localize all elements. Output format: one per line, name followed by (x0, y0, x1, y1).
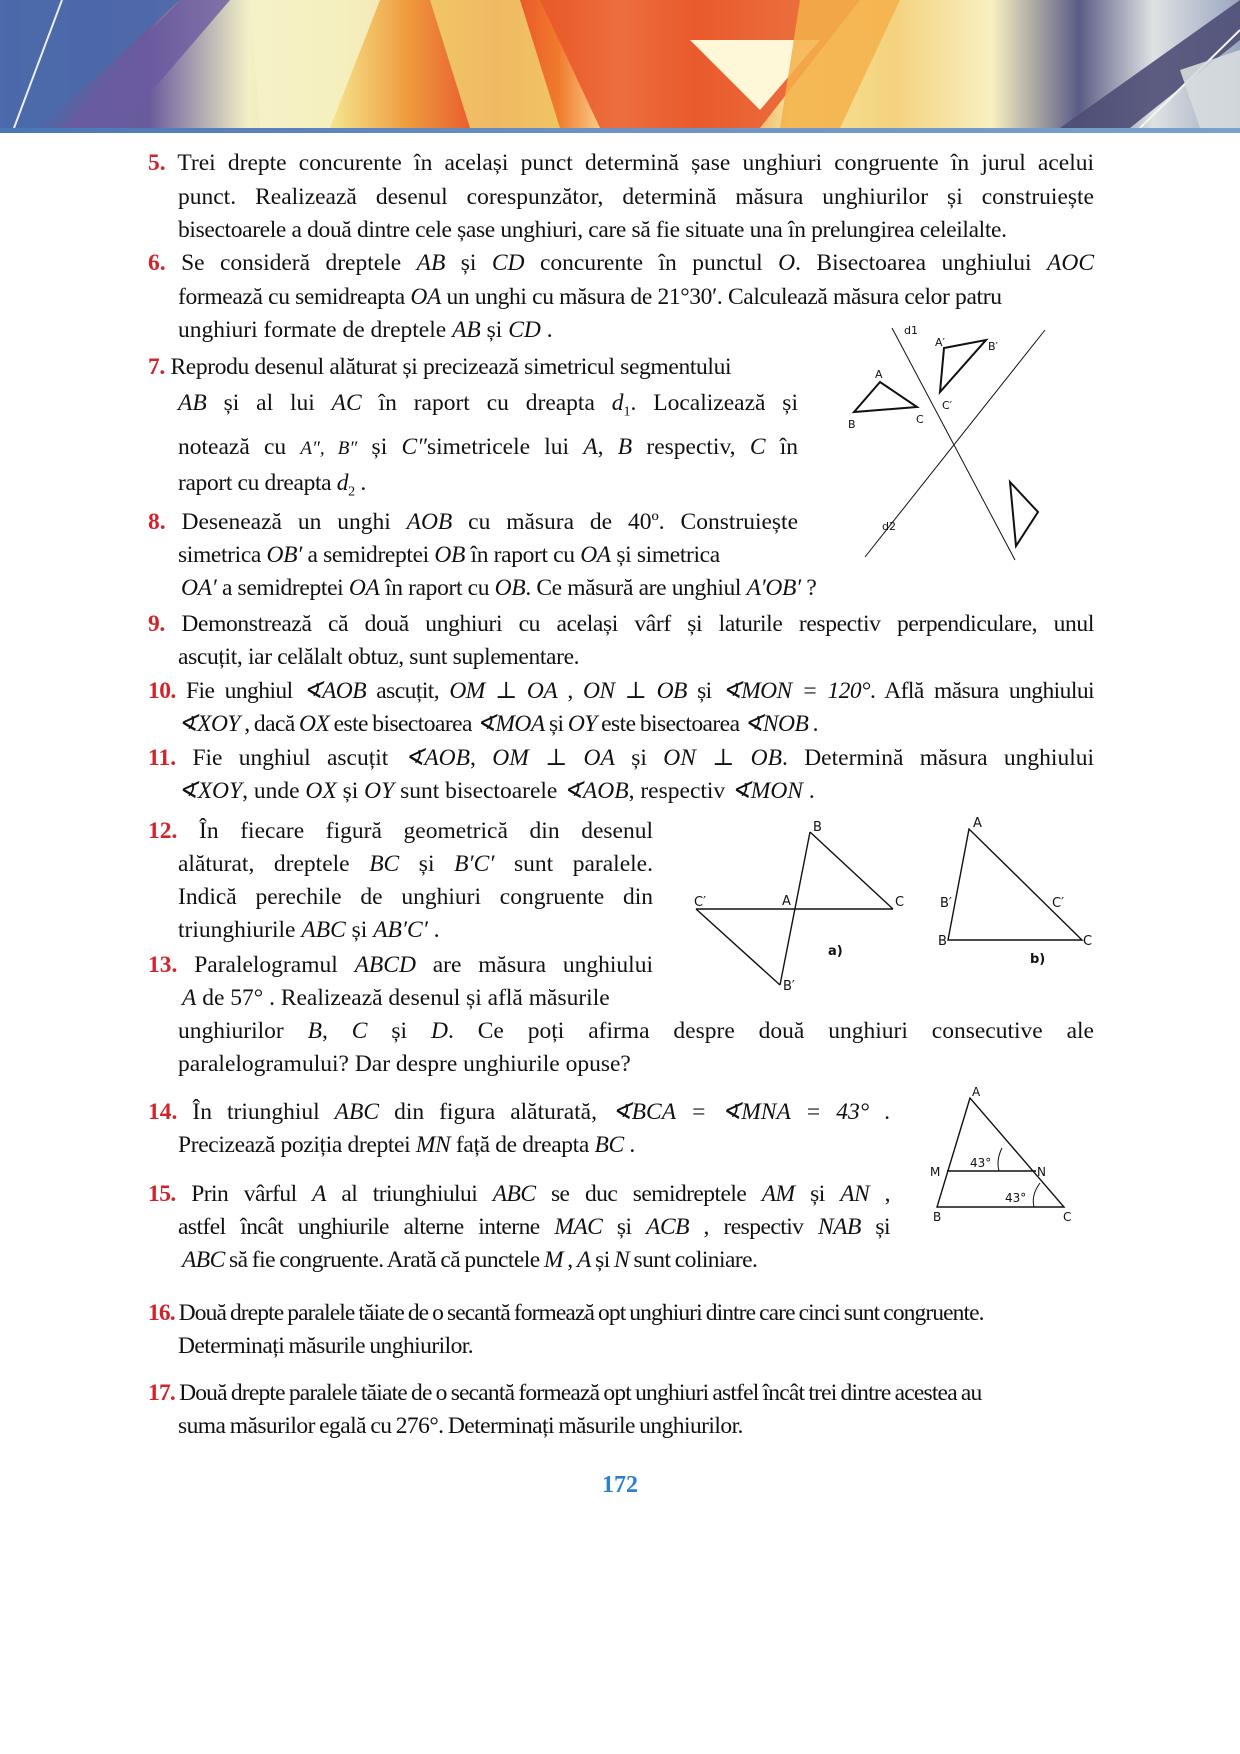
exercise-text: Indică perechile de unghiuri congruente din (178, 884, 653, 910)
label-C-prime-b: C′ (1052, 896, 1065, 911)
math: AM (761, 1181, 795, 1207)
label-C: C (895, 895, 905, 910)
exercise-line (148, 281, 1094, 315)
text: În fiecare figură geometrică din desenul (199, 818, 653, 844)
label-d2: d2 (882, 520, 896, 533)
math: OX (305, 778, 337, 804)
math: OB (494, 575, 526, 601)
exercise-line (148, 506, 798, 539)
exercise-line (148, 1015, 1094, 1048)
text: unghiuri formate de dreptele (178, 317, 453, 343)
text: și (614, 745, 664, 771)
text: ascuțit, (366, 678, 450, 704)
math: CD (508, 317, 541, 343)
label-C: C (1063, 1210, 1072, 1224)
text: și (686, 678, 722, 704)
exercise-line (148, 1211, 890, 1244)
text: astfel încât unghiurile alterne interne (178, 1214, 555, 1240)
segment-B-prime-C-prime (696, 909, 780, 985)
text: să fie congruente. Arată că punctele (224, 1247, 544, 1273)
exercise-line (148, 848, 653, 881)
exercise-number: 14. (148, 1099, 178, 1125)
text: și (860, 1214, 890, 1240)
text: și (602, 1214, 647, 1240)
text: unghiurilor (178, 1018, 308, 1044)
math: AB (178, 389, 207, 416)
exercise-number: 16. (148, 1300, 175, 1326)
exercise-line (148, 247, 1094, 281)
text: , unde (242, 778, 306, 804)
text: . (802, 778, 815, 804)
math: OX (299, 711, 330, 737)
math: ∢NOB (743, 711, 809, 737)
text: , (322, 1018, 352, 1044)
math: ABCD (354, 952, 416, 978)
text: . (540, 317, 553, 343)
math: OA (580, 542, 611, 568)
label-B: B (848, 418, 856, 431)
label-A: A (875, 368, 883, 381)
angle-label-top: 43° (970, 1156, 992, 1170)
exercise-16 (148, 1297, 1094, 1363)
math: C (749, 433, 766, 460)
exercise-number: 6. (148, 250, 166, 276)
math: ON ⊥ OB (663, 745, 782, 771)
label-A-prime: A′ (935, 336, 946, 349)
exercise-line (148, 1129, 890, 1162)
triangle-A1B1C1 (940, 340, 986, 392)
math: OA (348, 575, 380, 601)
math: NAB (818, 1214, 861, 1240)
triangle-ABC-b (948, 829, 1082, 940)
text: în (765, 433, 799, 460)
math: ∢MON = 120° (721, 678, 870, 704)
math: OM ⊥ OA (492, 745, 615, 771)
math: OY (364, 778, 395, 804)
exercise-line (148, 350, 798, 386)
text: concurente în punctul (524, 250, 779, 276)
text: . Localizează și (630, 389, 798, 416)
caption-a: a) (828, 944, 843, 959)
figure-exercise-12 (680, 810, 1100, 1010)
math: AB (416, 250, 446, 276)
text: în raport cu dreapta (361, 389, 612, 416)
label-C-prime: C′ (942, 399, 953, 412)
angle-arc-BCA (1033, 1183, 1040, 1207)
exercise-line (148, 775, 1094, 808)
page-number: 172 (602, 1472, 638, 1498)
exercise-line (148, 914, 653, 947)
exercise-15 (148, 1178, 890, 1277)
exercise-text: bisectoarele a două dintre cele șase unghiuri, care să fie situate una în prelungirea celeilalte. (178, 217, 1007, 243)
subscript: 1 (623, 404, 631, 420)
math: O (778, 250, 796, 276)
text: respectiv, (632, 433, 750, 460)
math: AB (452, 317, 481, 343)
label-B-prime-b: B′ (940, 896, 952, 911)
math: OA′ (181, 575, 217, 601)
math: ABC (301, 917, 346, 943)
exercise-text: Trei drepte concurente în același punct determină șase unghiuri congruente în jurul acelui (177, 150, 1094, 176)
exercise-line (148, 815, 653, 848)
exercise-number: 17. (148, 1380, 175, 1406)
math: ∢BCA = ∢MNA = 43° (611, 1099, 870, 1125)
exercise-17 (148, 1377, 1094, 1443)
exercise-line (148, 708, 1094, 741)
text: Două drepte paralele tăiate de o secantă formează opt unghiuri astfel încât trei dintre acestea au (179, 1380, 982, 1406)
exercise-line (148, 675, 1094, 708)
label-B-prime: B′ (988, 340, 999, 353)
math: B′C′ (454, 851, 495, 877)
math: ∢XOY (178, 778, 243, 804)
math: BC (594, 1132, 624, 1158)
exercise-number: 15. (148, 1181, 176, 1207)
text: , (470, 745, 493, 771)
text: ? (800, 575, 817, 601)
text: , (869, 1181, 891, 1207)
text: , dacă (239, 711, 300, 737)
math: ∢XOY (178, 711, 240, 737)
math: A (312, 1181, 326, 1207)
exercise-number: 10. (148, 678, 176, 704)
math: OB′ (266, 542, 302, 568)
math: ABC (492, 1181, 536, 1207)
math: ∢AOB (563, 778, 629, 804)
math: ACB (646, 1214, 689, 1240)
exercise-text: suma măsurilor egală cu 276°. Determinați măsurile unghiurilor. (178, 1413, 743, 1439)
math: OB (434, 542, 466, 568)
text: Paralelogramul (194, 952, 355, 978)
text: , respectiv (628, 778, 732, 804)
text: și al lui (206, 389, 332, 416)
text: și (544, 711, 568, 737)
math: AN (840, 1181, 870, 1207)
exercise-line (148, 1377, 1094, 1410)
text: Fie unghiul ascuțit (192, 745, 405, 771)
math: d (336, 470, 349, 497)
exercise-number: 7. (148, 354, 165, 380)
exercise-line (148, 386, 798, 430)
math: OY (567, 711, 597, 737)
math: 21°30′ (657, 283, 717, 310)
text: Prin vârful (191, 1181, 313, 1207)
exercise-line (148, 430, 798, 467)
header-accent-stripe (0, 128, 1240, 133)
label-C: C (916, 413, 924, 426)
math: A (583, 433, 598, 460)
exercise-line (148, 1297, 1094, 1330)
text: simetrica (178, 542, 267, 568)
text: a semidreptei (216, 575, 349, 601)
text: cu măsura de 40º. Construiește (452, 509, 799, 535)
math: OA (410, 283, 441, 310)
exercise-line (148, 466, 798, 510)
exercise-line (148, 949, 653, 982)
exercise-line (148, 742, 1094, 775)
text: . Ce măsură are unghiul (525, 575, 747, 601)
math: AOC (1047, 250, 1094, 276)
math: d (611, 389, 624, 416)
exercise-12 (148, 815, 653, 947)
text: . (869, 1099, 891, 1125)
label-B-prime: B′ (783, 979, 795, 994)
caption-b: b) (1030, 952, 1046, 967)
text: sunt bisectoarele (394, 778, 564, 804)
text: de 57° . Realizează desenul și află măsurile (196, 985, 610, 1011)
text: Se consideră dreptele (181, 250, 417, 276)
label-A: A (972, 1085, 981, 1099)
math: MAC (554, 1214, 603, 1240)
text: În triunghiul (192, 1099, 335, 1125)
math: ∢MOA (476, 711, 545, 737)
text: . Află măsura unghiului (869, 678, 1095, 704)
text: și (590, 1247, 615, 1273)
text: formează cu semidreapta (178, 283, 411, 310)
text: un unghi cu măsura de (440, 283, 658, 310)
decorative-photo-banner-icon (0, 0, 1240, 128)
text: Desenează un unghi (181, 509, 407, 535)
exercise-14 (148, 1096, 890, 1162)
math: C″ (401, 433, 427, 460)
text: Fie unghiul (186, 678, 303, 704)
math: B (617, 433, 633, 460)
label-M: M (930, 1165, 941, 1179)
text: al triunghiului (325, 1181, 493, 1207)
text: și (480, 317, 509, 343)
math: CD (491, 250, 525, 276)
text: și (794, 1181, 841, 1207)
math: A′OB′ (746, 575, 801, 601)
exercise-number: 5. (148, 150, 166, 176)
math: AB′C′ (373, 917, 428, 943)
text: , (562, 1247, 577, 1273)
text: notează cu (178, 433, 301, 460)
exercise-5 (148, 147, 1094, 248)
label-C-prime: C′ (694, 895, 707, 910)
exercise-11 (148, 742, 1094, 808)
math: M (543, 1247, 563, 1273)
exercise-number: 12. (148, 818, 178, 844)
text: triunghiurile (178, 917, 302, 943)
text: Precizează poziția dreptei (178, 1132, 416, 1158)
text: raport cu dreapta (178, 470, 337, 497)
text: , (597, 433, 618, 460)
text: se duc semidreptele (535, 1181, 762, 1207)
exercise-7 (148, 350, 798, 510)
label-N: N (1037, 1165, 1046, 1179)
math: OM ⊥ OA (449, 678, 558, 704)
math: A (576, 1247, 591, 1273)
math: MN (415, 1132, 451, 1158)
text: este bisectoarea (596, 711, 744, 737)
segment-BC (810, 832, 893, 909)
exercise-text: Determinați măsurile unghiurilor. (178, 1333, 474, 1359)
text: are măsura unghiului (415, 952, 653, 978)
exercise-text: ascuțit, iar celălalt obtuz, sunt suplementare. (178, 644, 580, 670)
math: AOB (406, 509, 453, 535)
text: simetricele lui (426, 433, 584, 460)
angle-arc-MNA (998, 1148, 1002, 1171)
math: AC (331, 389, 362, 416)
exercise-number: 11. (148, 745, 177, 771)
text: . Determină măsura unghiului (782, 745, 1095, 771)
math: N (614, 1247, 630, 1273)
text: din figura alăturată, (379, 1099, 612, 1125)
triangle-ABC (854, 382, 917, 412)
text: și (399, 851, 455, 877)
math: BC (369, 851, 400, 877)
label-B: B (813, 820, 822, 835)
exercise-text: punct. Realizează desenul corespunzător, determină măsura unghiurilor și construiește (178, 183, 1094, 210)
angle-label-bottom: 43° (1005, 1191, 1027, 1205)
math: ∢AOB (302, 678, 367, 704)
text: . (354, 470, 366, 497)
text: . Bisectoarea unghiului (795, 250, 1047, 276)
triangle-reflected (1010, 482, 1038, 546)
text: . Calculează măsura celor patru (716, 283, 1002, 310)
math: ABC (182, 1247, 225, 1273)
label-C-b: C (1083, 934, 1093, 949)
exercise-line (148, 1178, 890, 1211)
exercise-number: 9. (148, 611, 165, 637)
text: . (623, 1132, 635, 1158)
exercise-line (148, 572, 1094, 605)
text: Demonstrează că două unghiuri cu același vârf și laturile respectiv perpendiculare, unul (181, 611, 1094, 637)
math: C (351, 1018, 368, 1044)
text: este bisectoarea (329, 711, 477, 737)
exercise-line (148, 608, 1094, 641)
figure-exercise-14 (910, 1080, 1110, 1230)
label-A: A (782, 894, 791, 909)
text: și (367, 1018, 431, 1044)
math: ∢AOB (404, 745, 471, 771)
exercise-10 (148, 675, 1094, 741)
text: în raport cu (379, 575, 495, 601)
exercise-number: 13. (148, 952, 178, 978)
math: D (430, 1018, 448, 1044)
label-B: B (933, 1210, 942, 1224)
text: . (427, 917, 440, 943)
figure-exercise-7 (830, 320, 1090, 570)
line-d1 (892, 328, 1015, 560)
math: B (307, 1018, 323, 1044)
text: și (345, 917, 374, 943)
math: ∢MON (731, 778, 803, 804)
text: față de dreapta (450, 1132, 595, 1158)
label-B-b: B (938, 934, 947, 949)
math: A″, B″ (300, 437, 358, 459)
text: , respectiv (688, 1214, 819, 1240)
label-A-b: A (973, 816, 982, 831)
text: și (336, 778, 365, 804)
math: A (182, 985, 197, 1011)
exercise-text: paralelogramului? Dar despre unghiurile opuse? (178, 1051, 631, 1077)
text: a semidreptei (301, 542, 435, 568)
exercise-line (148, 1244, 890, 1277)
text: și (357, 433, 402, 460)
math: ON ⊥ OB (582, 678, 687, 704)
text: . Ce poți afirma despre două unghiuri consecutive ale (447, 1018, 1094, 1044)
text: alăturat, dreptele (178, 851, 370, 877)
exercise-number: 8. (148, 509, 166, 535)
header-banner (0, 0, 1240, 128)
label-d1: d1 (904, 324, 918, 337)
text: , (557, 678, 583, 704)
text: Două drepte paralele tăiate de o secantă formează opt unghiuri dintre care cinci sunt congruente. (178, 1300, 984, 1326)
math: ABC (334, 1099, 380, 1125)
exercise-9 (148, 608, 1094, 674)
text: . (808, 711, 818, 737)
text: în raport cu (465, 542, 581, 568)
subscript: 2 (348, 484, 355, 500)
text: și simetrica (610, 542, 720, 568)
text: Reprodu desenul alăturat și precizează simetricul segmentului (170, 354, 732, 380)
exercise-line (148, 1096, 890, 1129)
text: sunt coliniare. (629, 1247, 758, 1273)
text: și (445, 250, 492, 276)
text: sunt paralele. (494, 851, 653, 877)
